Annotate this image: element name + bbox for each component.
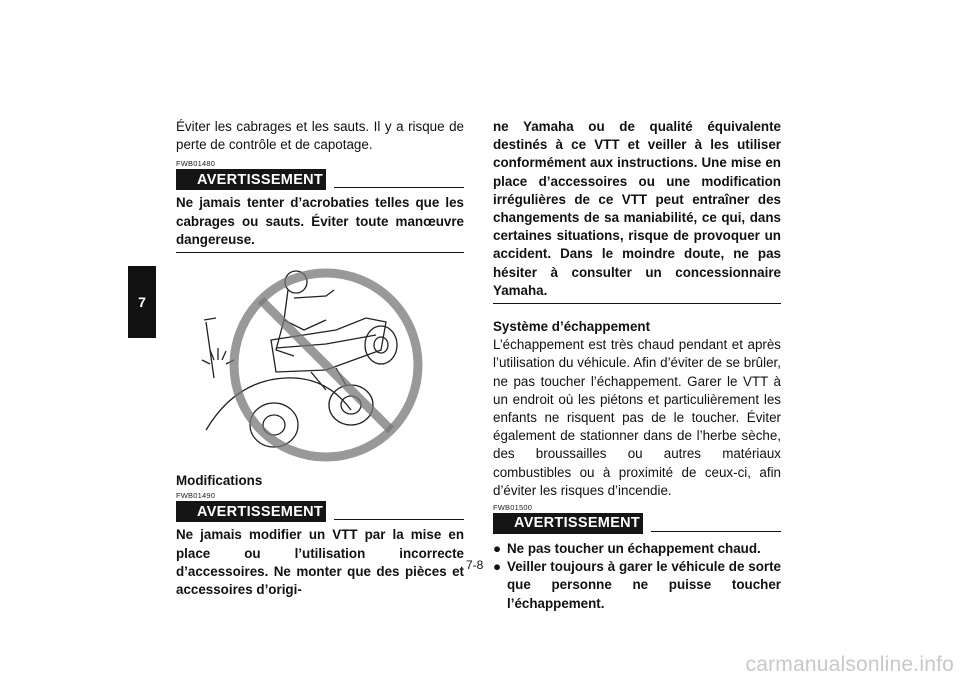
warning-banner — [493, 513, 781, 534]
warning-code: FWB01480 — [176, 159, 216, 169]
warning-text-continued: ne Yamaha ou de qualité équivalente destinés à ce VTT et veiller à les utiliser conformément aux instructions. Une mise en place d’accessoires ou une modification irrégulières de ce VTT peut entraîner des changements de sa maniabilité, ce qui, dans certaines situations, risque de provoquer un accident. Dans le moindre doute, ne pas hésiter à consulter un concessionnaire Yamaha. — [493, 118, 781, 304]
warning-label-box — [176, 169, 326, 190]
warning-label-box — [176, 501, 326, 522]
warning-text: Ne jamais modifier un VTT par la mise en place ou l’utilisation incorrecte d’accessoires. Ne monter que des pièces et accessoires d’origi- — [176, 527, 464, 598]
warning-code: FWB01490 — [176, 491, 216, 501]
warning-label: AVERTISSEMENT — [197, 171, 324, 188]
bullet-icon: ● — [493, 559, 502, 575]
warning-rule — [334, 518, 464, 520]
intro-paragraph: Éviter les cabrages et les sauts. Il y a risque de perte de contrôle et de capotage. — [176, 119, 464, 153]
exhaust-paragraph: L’échappement est très chaud pendant et après l’utilisation du véhicule. Afin d’éviter de se brûler, ne pas toucher l’échappement. Garer le VTT à un endroit où les piétons et particulièrement les enfants ne risquent pas de le toucher. Éviter également de stationner dans de l’herbe sèche, des broussailles ou autres matériaux combustibles ou à proximité de ceux-ci, afin d’éviter les risques d’incendie. — [493, 337, 781, 498]
chapter-tab: 7 — [128, 266, 156, 338]
warning-text: Ne jamais tenter d’acrobaties telles que les cabrages ou sauts. Éviter toute manœuvre dangereuse. — [176, 194, 464, 253]
bullet-text: Veiller toujours à garer le véhicule de sorte que personne ne puisse toucher l’échappement. — [507, 559, 781, 611]
list-item — [493, 558, 781, 613]
warning-label-box — [493, 513, 643, 534]
warning-rule — [651, 530, 781, 532]
warning-label: AVERTISSEMENT — [514, 515, 641, 532]
right-column — [493, 118, 781, 613]
atv-jump-prohibited-illustration — [176, 260, 464, 465]
bullet-text: Ne pas toucher un échappement chaud. — [507, 541, 761, 557]
warning-rule — [334, 186, 464, 188]
section-heading-modifications: Modifications — [176, 473, 263, 489]
warning-code: FWB01500 — [493, 503, 533, 513]
list-item — [493, 540, 781, 558]
warning-banner — [176, 501, 464, 522]
bullet-icon: ● — [493, 541, 502, 557]
section-heading-exhaust: Système d’échappement — [493, 319, 651, 335]
warning-bullet-list — [493, 540, 781, 613]
left-column — [176, 118, 464, 599]
warning-banner — [176, 169, 464, 190]
watermark: carmanualsonline.info — [745, 653, 954, 676]
warning-label: AVERTISSEMENT — [197, 503, 324, 520]
page-number: 7-8 — [466, 558, 484, 572]
